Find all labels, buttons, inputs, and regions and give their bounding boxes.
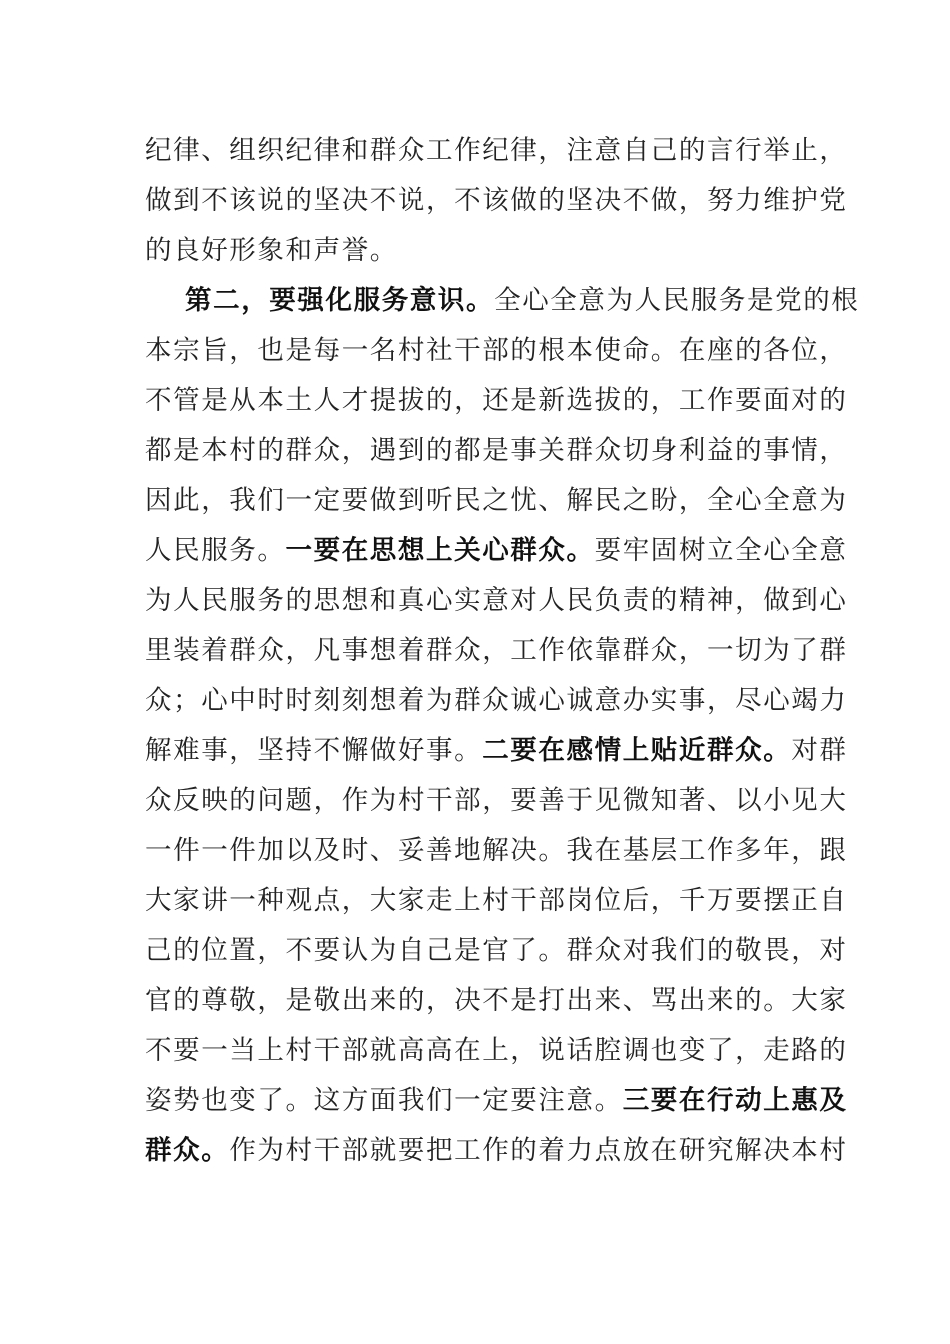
text-line — [145, 976, 848, 1026]
text-line — [145, 776, 848, 826]
body-text: 做到不该说的坚决不说，不该做的坚决不做，努力维护党 — [145, 185, 848, 216]
text-line — [145, 576, 848, 626]
text-line — [145, 526, 848, 576]
text-line — [145, 926, 848, 976]
body-text: 不管是从本土人才提拔的，还是新选拔的，工作要面对的 — [145, 385, 848, 416]
text-line — [145, 326, 848, 376]
text-line — [145, 826, 848, 876]
body-text: 不要一当上村干部就高高在上，说话腔调也变了，走路的 — [145, 1035, 848, 1066]
body-text: 为人民服务的思想和真心实意对人民负责的精神，做到心 — [145, 585, 848, 616]
text-line — [145, 726, 848, 776]
body-text: 众；心中时时刻刻想着为群众诚心诚意办实事，尽心竭力 — [145, 685, 848, 716]
text-line — [145, 176, 848, 226]
text-line — [145, 126, 848, 176]
body-text: 解难事，坚持不懈做好事。 — [145, 735, 483, 766]
body-text: 官的尊敬，是敬出来的，决不是打出来、骂出来的。大家 — [145, 985, 848, 1016]
bold-heading-text: 一要在思想上关心群众。 — [285, 535, 595, 566]
bold-heading-text: 二要在感情上贴近群众。 — [482, 735, 792, 766]
body-text: 姿势也变了。这方面我们一定要注意。 — [145, 1085, 623, 1116]
body-text: 人民服务。 — [145, 535, 286, 566]
body-text: 都是本村的群众，遇到的都是事关群众切身利益的事情， — [145, 435, 848, 466]
text-line — [145, 876, 848, 926]
body-text: 己的位置，不要认为自己是官了。群众对我们的敬畏，对 — [145, 935, 848, 966]
text-line — [145, 626, 848, 676]
document-body-text — [145, 126, 860, 1176]
text-line — [145, 476, 848, 526]
text-line — [145, 226, 807, 276]
body-text: 对群 — [791, 735, 848, 766]
bold-heading-text: 三要在行动上惠及 — [622, 1085, 848, 1116]
body-text: 因此，我们一定要做到听民之忧、解民之盼，全心全意为 — [145, 485, 848, 516]
text-line — [145, 426, 848, 476]
bold-heading-text: 群众。 — [145, 1135, 230, 1166]
text-line — [145, 376, 848, 426]
text-line — [145, 1076, 848, 1126]
body-text: 本宗旨，也是每一名村社干部的根本使命。在座的各位， — [145, 335, 848, 366]
body-text: 里装着群众，凡事想着群众，工作依靠群众，一切为了群 — [145, 635, 848, 666]
body-text: 一件一件加以及时、妥善地解决。我在基层工作多年，跟 — [145, 835, 848, 866]
body-text: 要牢固树立全心全意 — [594, 535, 848, 566]
text-line — [145, 676, 848, 726]
body-text: 纪律、组织纪律和群众工作纪律，注意自己的言行举止， — [145, 135, 848, 166]
body-text: 众反映的问题，作为村干部，要善于见微知著、以小见大 — [145, 785, 848, 816]
body-text: 作为村干部就要把工作的着力点放在研究解决本村 — [229, 1135, 848, 1166]
text-line — [145, 1026, 848, 1076]
body-text: 全心全意为人民服务是党的根 — [494, 285, 860, 316]
body-text: 大家讲一种观点，大家走上村干部岗位后，千万要摆正自 — [145, 885, 848, 916]
text-line — [145, 276, 860, 326]
bold-heading-text: 第二，要强化服务意识。 — [185, 285, 495, 316]
body-text: 的良好形象和声誉。 — [145, 235, 398, 266]
text-line — [145, 1126, 848, 1176]
